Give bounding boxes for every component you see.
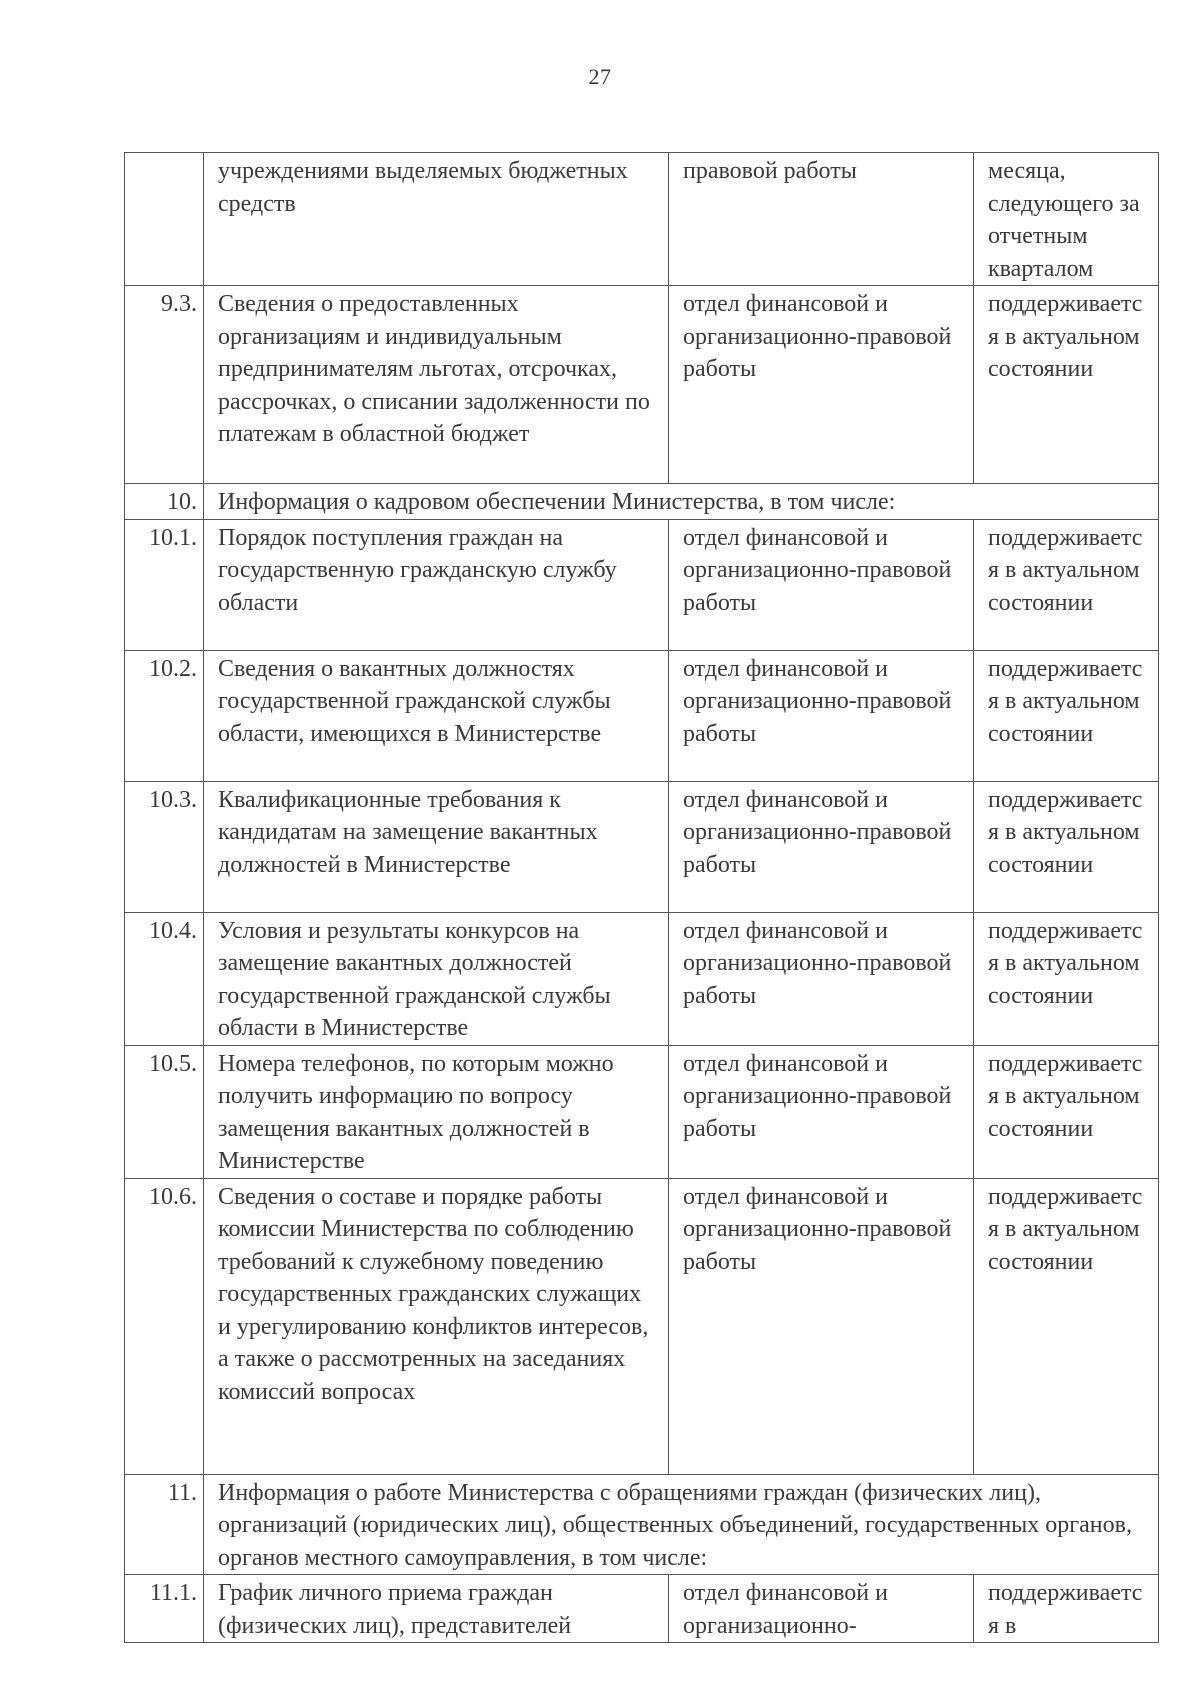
update-term: поддерживается в актуальном состоянии xyxy=(974,519,1159,650)
item-name: Номера телефонов, по которым можно получить информацию по вопросу замещения вакантных должностей в Министерстве xyxy=(204,1045,669,1178)
item-name: Сведения о вакантных должностях государственной гражданской службы области, имеющихся в Министерстве xyxy=(204,650,669,781)
item-name: Порядок поступления граждан на государственную гражданскую службу области xyxy=(204,519,669,650)
responsible-department: отдел финансовой и организационно-правовой работы xyxy=(669,781,974,912)
row-number: 10.3. xyxy=(125,781,204,912)
item-name: Условия и результаты конкурсов на замещение вакантных должностей государственной гражданской службы области в Министерстве xyxy=(204,912,669,1045)
responsible-department: отдел финансовой и организационно- xyxy=(669,1575,974,1643)
document-table xyxy=(124,152,1159,1643)
page-number: 27 xyxy=(588,64,612,89)
responsible-department: отдел финансовой и организационно-правовой работы xyxy=(669,912,974,1045)
section-title: Информация о работе Министерства с обращениями граждан (физических лиц), организаций (юридических лиц), общественных объединений, государственных органов, органов местного самоуправления, в том числе: xyxy=(204,1474,1159,1575)
row-number: 10. xyxy=(125,484,204,520)
update-term: поддерживается в актуальном состоянии xyxy=(974,286,1159,484)
section-row xyxy=(125,484,1159,520)
item-name: Сведения о предоставленных организациям и индивидуальным предпринимателям льготах, отсрочках, рассрочках, о списании задолженности по платежам в областной бюджет xyxy=(204,286,669,484)
table-row xyxy=(125,153,1159,286)
update-term: поддерживается в актуальном состоянии xyxy=(974,781,1159,912)
responsible-department: отдел финансовой и организационно-правовой работы xyxy=(669,519,974,650)
update-term: поддерживается в актуальном состоянии xyxy=(974,1045,1159,1178)
table-row xyxy=(125,1178,1159,1474)
section-row xyxy=(125,1474,1159,1575)
row-number: 10.1. xyxy=(125,519,204,650)
item-name: учреждениями выделяемых бюджетных средств xyxy=(204,153,669,286)
row-number: 10.6. xyxy=(125,1178,204,1474)
item-name: Квалификационные требования к кандидатам на замещение вакантных должностей в Министерстве xyxy=(204,781,669,912)
table-body xyxy=(125,153,1159,1643)
update-term: поддерживается в актуальном состоянии xyxy=(974,1178,1159,1474)
table-row xyxy=(125,781,1159,912)
table-row xyxy=(125,519,1159,650)
update-term: поддерживается в актуальном состоянии xyxy=(974,650,1159,781)
responsible-department: правовой работы xyxy=(669,153,974,286)
update-term: месяца, следующего за отчетным кварталом xyxy=(974,153,1159,286)
table-row xyxy=(125,1575,1159,1643)
row-number: 10.4. xyxy=(125,912,204,1045)
item-name: Сведения о составе и порядке работы комиссии Министерства по соблюдению требований к служебному поведению государственных гражданских служащих и урегулированию конфликтов интересов, а также о рассмотренных на заседаниях комиссий вопросах xyxy=(204,1178,669,1474)
row-number: 11. xyxy=(125,1474,204,1575)
row-number xyxy=(125,153,204,286)
table-row xyxy=(125,286,1159,484)
table-row xyxy=(125,912,1159,1045)
responsible-department: отдел финансовой и организационно-правовой работы xyxy=(669,650,974,781)
responsible-department: отдел финансовой и организационно-правовой работы xyxy=(669,286,974,484)
table-row xyxy=(125,650,1159,781)
row-number: 10.5. xyxy=(125,1045,204,1178)
update-term: поддерживается в актуальном состоянии xyxy=(974,912,1159,1045)
responsible-department: отдел финансовой и организационно-правовой работы xyxy=(669,1045,974,1178)
responsible-department: отдел финансовой и организационно-правовой работы xyxy=(669,1178,974,1474)
row-number: 10.2. xyxy=(125,650,204,781)
row-number: 11.1. xyxy=(125,1575,204,1643)
table-row xyxy=(125,1045,1159,1178)
update-term: поддерживается в xyxy=(974,1575,1159,1643)
section-title: Информация о кадровом обеспечении Министерства, в том числе: xyxy=(204,484,1159,520)
item-name: График личного приема граждан (физических лиц), представителей xyxy=(204,1575,669,1643)
row-number: 9.3. xyxy=(125,286,204,484)
